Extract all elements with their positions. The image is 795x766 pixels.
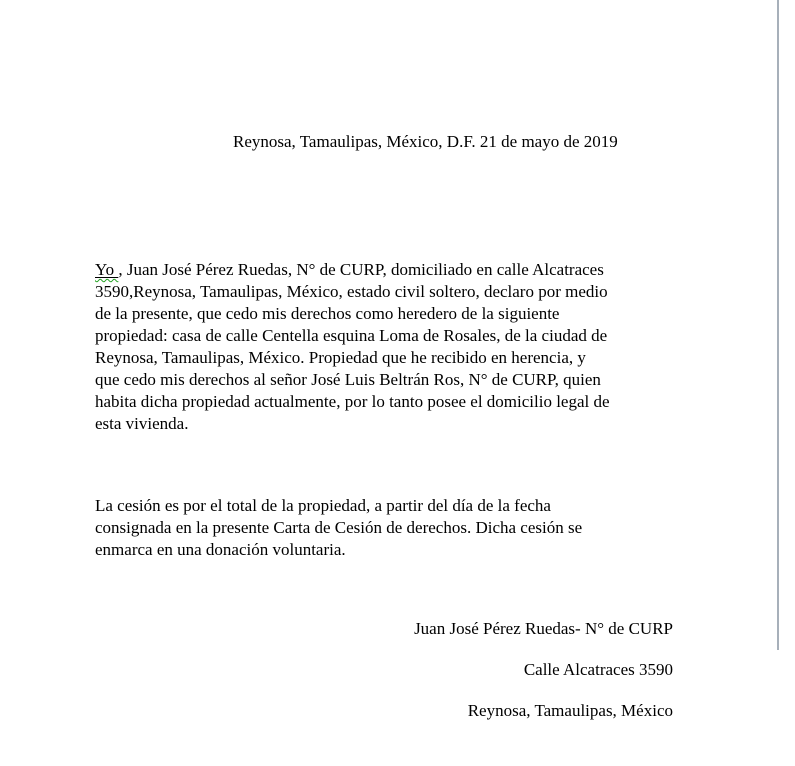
- underlined-word-wrapper: [95, 260, 118, 279]
- paragraph-cession: La cesión es por el total de la propiedad, a partir del día de la fecha consignada en la presente Carta de Cesión de derechos. Dicha cesión se enmarca en una donación voluntaria.: [95, 496, 583, 559]
- grammar-squiggle-word: Yo: [95, 260, 119, 279]
- paragraph-declaration-text: , Juan José Pérez Ruedas, N° de CURP, domiciliado en calle Alcatraces 3590,Reynosa, Tamaulipas, México, estado civil soltero, declaro por medio de la presente, que cedo mis derechos como heredero de la siguiente propiedad: casa de calle Centella esquina Loma de Rosales, de la ciudad de Reynosa, Tamaulipas, México. Propiedad que he recibido en herencia, y que cedo mis derechos al señor José Luis Beltrán Ros, N° de CURP, quien habita dicha propiedad actualmente, por lo tanto posee el domicilio legal de esta vivienda.: [95, 260, 610, 433]
- pane-divider-line: [777, 0, 779, 650]
- signature-city-line: Reynosa, Tamaulipas, México: [467, 701, 673, 720]
- paragraph-declaration: [95, 259, 715, 435]
- date-line: Reynosa, Tamaulipas, México, D.F. 21 de mayo de 2019: [233, 132, 618, 151]
- signature-street-line: Calle Alcatraces 3590: [523, 660, 673, 679]
- signature-block: [95, 618, 715, 722]
- document-page[interactable]: [95, 87, 715, 766]
- signature-name-line: Juan José Pérez Ruedas- N° de CURP: [414, 619, 673, 638]
